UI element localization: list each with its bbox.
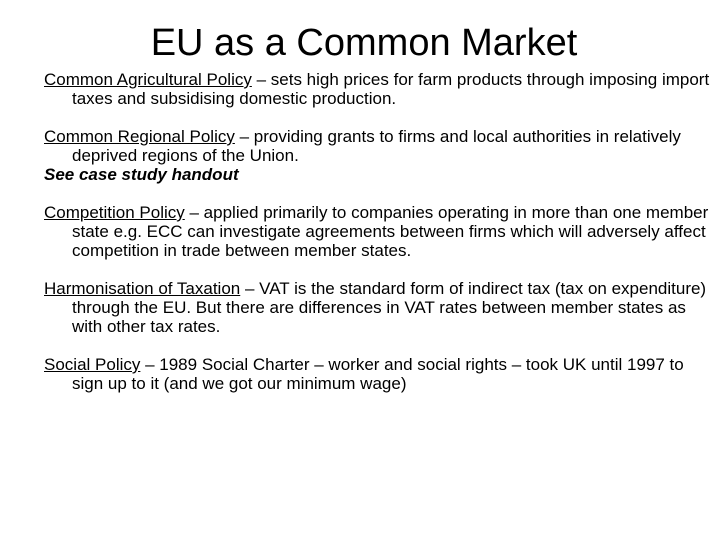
point-text: – sets high prices for farm products through imposing import taxes and subsidising domestic production. <box>72 70 710 108</box>
spacer <box>44 336 714 355</box>
point-term: Competition Policy <box>44 203 185 222</box>
point-common-agricultural-policy <box>44 70 714 108</box>
spacer <box>44 184 714 203</box>
point-harmonisation-of-taxation <box>44 279 714 336</box>
point-term: Common Regional Policy <box>44 127 235 146</box>
point-common-regional-policy <box>44 127 714 165</box>
spacer <box>44 108 714 127</box>
point-term: Harmonisation of Taxation <box>44 279 241 298</box>
point-term: Common Agricultural Policy <box>44 70 252 89</box>
case-study-note: See case study handout <box>44 165 239 184</box>
point-term: Social Policy <box>44 355 141 374</box>
point-competition-policy <box>44 203 714 260</box>
point-text: – VAT is the standard form of indirect tax (tax on expenditure) through the EU. But there are differences in VAT rates between member states as with other tax rates. <box>72 279 707 336</box>
point-text: – providing grants to firms and local authorities in relatively deprived regions of the Union. <box>72 127 681 165</box>
point-text: – 1989 Social Charter – worker and social rights – took UK until 1997 to sign up to it (and we got our minimum wage) <box>72 355 684 393</box>
slide-title: EU as a Common Market <box>150 22 578 64</box>
point-text: – applied primarily to companies operating in more than one member state e.g. ECC can investigate agreements between firms which will adversely affect competition in trade between member states. <box>72 203 709 260</box>
slide-body <box>44 70 714 393</box>
point-social-policy <box>44 355 714 393</box>
spacer <box>44 260 714 279</box>
